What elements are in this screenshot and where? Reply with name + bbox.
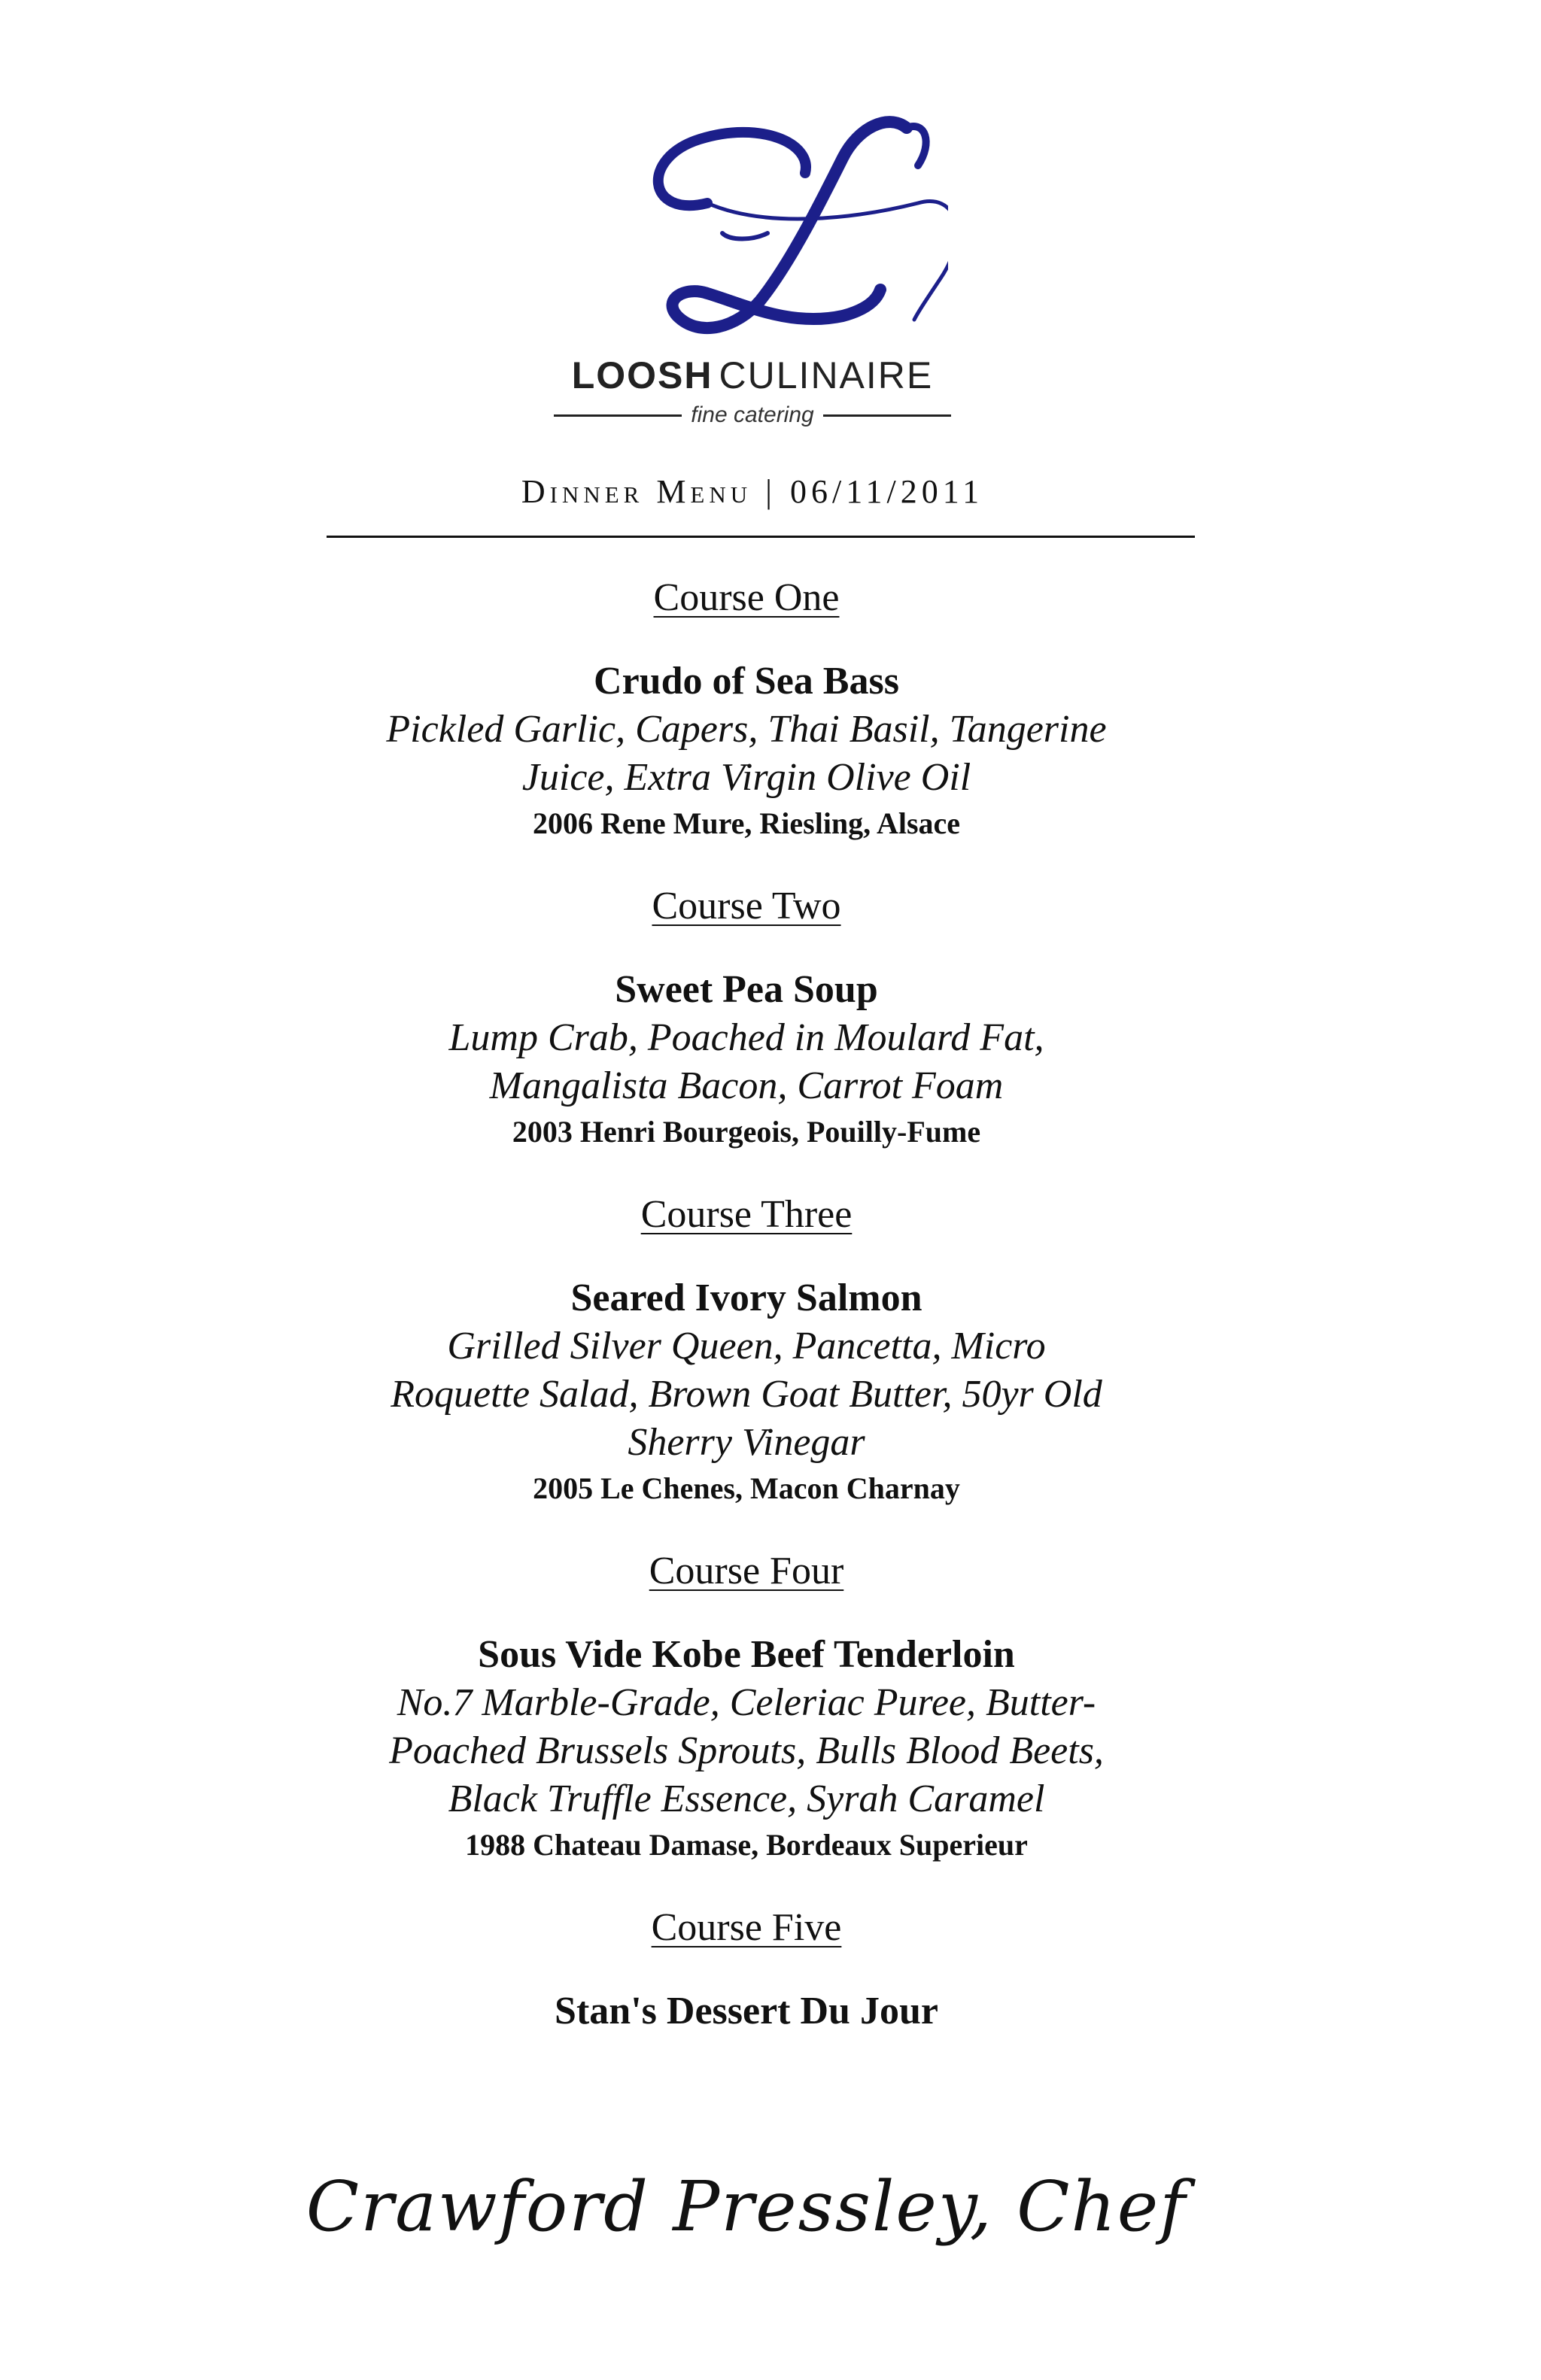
brand-logo [0, 113, 1541, 444]
description-line: Mangalista Bacon, Carrot Foam [489, 1064, 1004, 1107]
course-section [0, 1188, 1493, 1510]
course-title: Course Five [651, 1906, 842, 1949]
course-section [0, 1545, 1493, 1867]
description-line: Sherry Vinegar [628, 1421, 865, 1464]
course-section [0, 880, 1493, 1154]
description-line: Juice, Extra Virgin Olive Oil [521, 756, 971, 799]
dish-name: Crudo of Sea Bass [594, 660, 899, 703]
menu-label: Dinner Menu [521, 473, 752, 510]
description-line: Grilled Silver Queen, Pancetta, Micro [447, 1325, 1046, 1368]
dish-name: Sous Vide Kobe Beef Tenderloin [478, 1633, 1015, 1676]
description-line: No.7 Marble-Grade, Celeriac Puree, Butter- [397, 1681, 1096, 1724]
course-title: Course Four [649, 1550, 844, 1592]
dish-name: Seared Ivory Salmon [570, 1277, 922, 1319]
brand-wordmark [0, 354, 1505, 397]
menu-date: 06/11/2011 [789, 473, 984, 510]
course-title: Course Two [652, 885, 841, 927]
course-section [0, 572, 1493, 845]
wine-pairing: 2003 Henri Bourgeois, Pouilly-Fume [512, 1115, 981, 1149]
course-title: Course One [653, 576, 840, 619]
brand-name-bold: LOOSH [571, 354, 713, 396]
course-title: Course Three [640, 1193, 853, 1236]
description-line: Pickled Garlic, Capers, Thai Basil, Tangerine [386, 708, 1107, 751]
dish-description [295, 706, 1198, 802]
tagline-left-rule [554, 414, 682, 417]
dish-description [295, 1014, 1198, 1110]
dish-description [295, 1679, 1198, 1823]
dish-description [295, 1322, 1198, 1467]
dish-name: Sweet Pea Soup [615, 968, 878, 1011]
brand-tagline-row [0, 402, 1505, 428]
menu-courses [0, 572, 1493, 2070]
wine-pairing: 1988 Chateau Damase, Bordeaux Superieur [465, 1828, 1028, 1862]
header-separator: | [765, 473, 777, 510]
tagline-right-rule [823, 414, 951, 417]
brand-tagline: fine catering [691, 402, 814, 427]
brand-name-light: CULINAIRE [719, 354, 934, 396]
description-line: Lump Crab, Poached in Moulard Fat, [448, 1016, 1044, 1059]
course-section [0, 1902, 1493, 2035]
script-l-logo-icon [617, 113, 948, 338]
header-divider [327, 536, 1195, 538]
description-line: Black Truffle Essence, Syrah Caramel [448, 1777, 1045, 1820]
wine-pairing: 2005 Le Chenes, Macon Charnay [533, 1471, 960, 1505]
dish-name: Stan's Dessert Du Jour [555, 1990, 938, 2032]
wine-pairing: 2006 Rene Mure, Riesling, Alsace [532, 806, 961, 840]
description-line: Roquette Salad, Brown Goat Butter, 50yr Old [391, 1373, 1102, 1416]
description-line: Poached Brussels Sprouts, Bulls Blood Beets, [389, 1729, 1104, 1772]
menu-header [0, 472, 1505, 511]
chef-signature: Crawford Pressley, Chef [305, 2166, 1187, 2247]
